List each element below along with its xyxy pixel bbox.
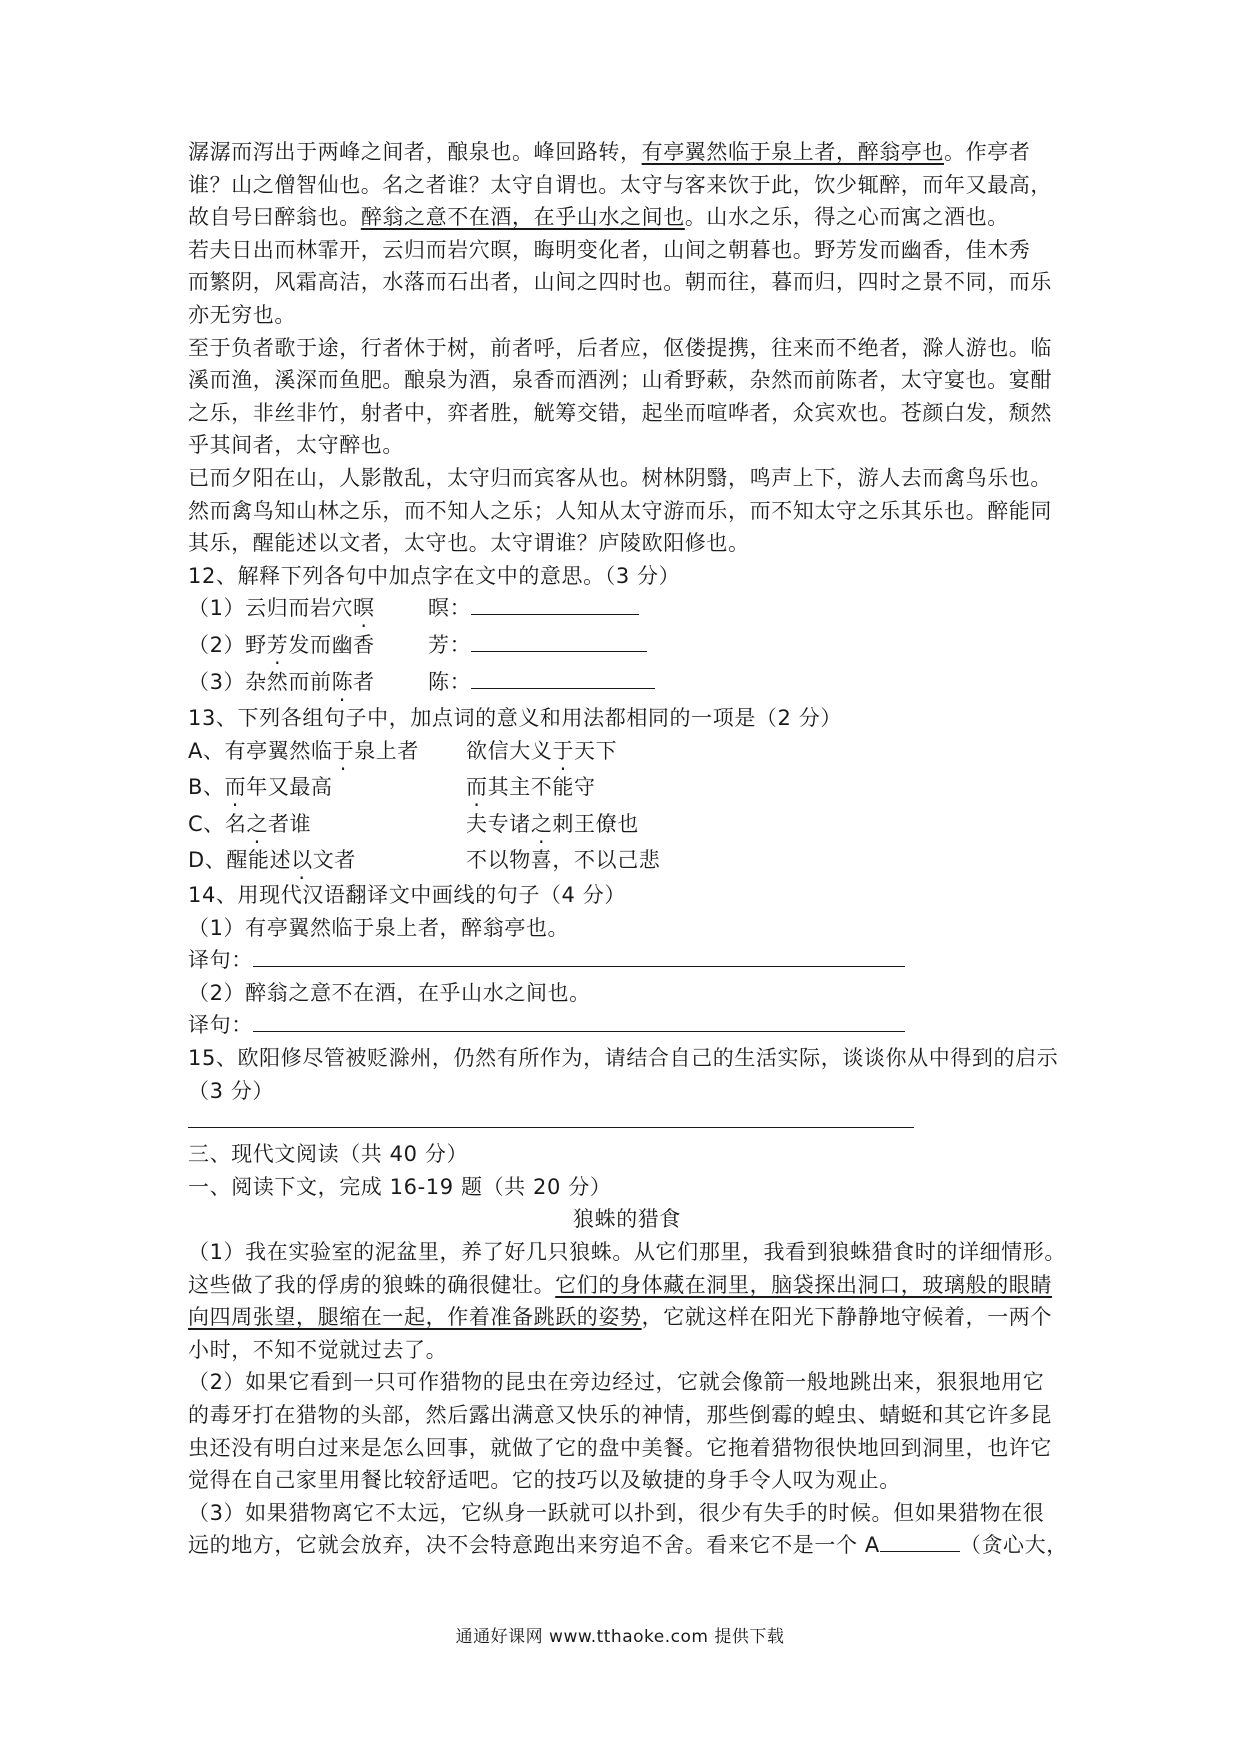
dotted-char: 之 (246, 811, 269, 836)
question-12-item: （2）野芳发而幽香 芳： (188, 629, 1066, 662)
question-13-stem: 13、下列各组句子中，加点词的意义和用法都相同的一项是（2 分） (188, 706, 842, 731)
passage-line: 溪而渔，溪深而鱼肥。酿泉为酒，泉香而酒洌；山肴野蔌，杂然而前陈者，太守宴也。宴酣 (188, 368, 1052, 393)
question-14-sentence-1: （1）有亭翼然临于泉上者，醉翁亭也。 (188, 915, 570, 940)
question-13-option[interactable]: B、而年又最高 而其主不能守 (188, 775, 596, 800)
page-footer: 通通好课网 www.tthaoke.com 提供下载 (455, 1627, 785, 1647)
translation-row: 译句： (188, 1009, 1066, 1042)
passage-line: 亦无穷也。 (188, 302, 296, 327)
passage-line: 故自号曰醉翁也。醉翁之意不在酒，在乎山水之间也。山水之乐，得之心而寓之酒也。 (188, 205, 1009, 230)
translation-row: 译句： (188, 944, 1066, 977)
article-line: 觉得在自己家里用餐比较舒适吧。它的技巧以及敏捷的身手令人叹为观止。 (188, 1468, 901, 1493)
passage-line: 谁？山之僧智仙也。名之者谁？太守自谓也。太守与客来饮于此，饮少辄醉，而年又最高， (188, 172, 1052, 197)
passage-line: 潺潺而泻出于两峰之间者，酿泉也。峰回路转，有亭翼然临于泉上者，醉翁亭也。作亭者 (188, 140, 1031, 164)
underlined-sentence: 向四周张望，腿缩在一起，作着准备跳跃的姿势 (188, 1305, 642, 1330)
passage-line: 而繁阴，风霜高洁，水落而石出者，山间之四时也。朝而往，暮而归，四时之景不同，而乐 (188, 270, 1052, 295)
article-line: （1）我在实验室的泥盆里，养了好几只狼蛛。从它们那里，我看到狼蛛猎食时的详细情形。 (188, 1240, 1066, 1264)
article-line: 虫还没有明白过来是怎么回事，就做了它的盘中美餐。它拖着猎物很快地回到洞里，也许它 (188, 1435, 1052, 1460)
translation-blank[interactable] (253, 944, 905, 967)
question-14-stem: 14、用现代汉语翻译文中画线的句子（4 分） (188, 883, 626, 908)
answer-blank[interactable] (471, 629, 647, 652)
question-13-option[interactable]: D、醒能述以文者 不以物喜，不以己悲 (188, 848, 661, 873)
question-15-score: （3 分） (188, 1078, 275, 1103)
question-14-sentence-2: （2）醉翁之意不在酒，在乎山水之间也。 (188, 980, 591, 1005)
answer-line[interactable] (188, 1107, 914, 1128)
answer-blank[interactable] (471, 666, 655, 689)
exam-page (188, 136, 1066, 1562)
dotted-char: 而 (224, 775, 247, 800)
question-15-stem: 15、欧阳修尽管被贬滁州，仍然有所作为，请结合自己的生活实际，谈谈你从中得到的启示 (188, 1046, 1059, 1071)
article-line: （3）如果猎物离它不太远，它纵身一跃就可以扑到，很少有失手的时候。但如果猎物在很 (188, 1500, 1045, 1525)
dotted-char: 陈 (331, 669, 354, 694)
dotted-char: 于 (552, 738, 575, 763)
dotted-char: 而 (466, 775, 488, 800)
article-line: 小时，不知不觉就过去了。 (188, 1337, 448, 1362)
article-title: 狼蛛的猎食 (573, 1207, 681, 1232)
article-line: 这些做了我的俘虏的狼蛛的确很健壮。它们的身体藏在洞里，脑袋探出洞口，玻璃般的眼睛 (188, 1272, 1053, 1297)
dotted-char: 于 (332, 738, 355, 763)
article-line: 向四周张望，腿缩在一起，作着准备跳跃的姿势，它就这样在阳光下静静地守候着，一两个 (188, 1305, 1053, 1330)
question-12-item: （1）云归而岩穴暝 暝： (188, 592, 1066, 625)
answer-blank[interactable] (471, 592, 639, 615)
section-subheading: 一、阅读下文，完成 16-19 题（共 20 分） (188, 1174, 612, 1199)
passage-line: 若夫日出而林霏开，云归而岩穴暝，晦明变化者，山间之朝暮也。野芳发而幽香，佳木秀 (188, 237, 1031, 262)
underlined-sentence: 它们的身体藏在洞里，脑袋探出洞口，玻璃般的眼睛 (555, 1272, 1053, 1297)
article-line: 的毒牙打在猎物的头部，然后露出满意又快乐的神情，那些倒霉的蝗虫、蜻蜓和其它许多昆 (188, 1402, 1052, 1427)
passage-line: 然而禽鸟知山林之乐，而不知人之乐；人知从太守游而乐，而不知太守之乐其乐也。醉能同 (188, 498, 1052, 523)
fill-blank-a[interactable] (880, 1529, 960, 1552)
dotted-char: 之 (530, 811, 553, 836)
translation-blank[interactable] (253, 1009, 905, 1032)
passage-line: 至于负者歌于途，行者休于树，前者呼，后者应，伛偻提携，往来而不绝者，滁人游也。临 (188, 335, 1052, 360)
article-line: 远的地方，它就会放弃，决不会特意跑出来穷追不舍。看来它不是一个 A （贪心大， (188, 1529, 1066, 1562)
section-heading: 三、现代文阅读（共 40 分） (188, 1142, 469, 1167)
question-13-option[interactable]: A、有亭翼然临于泉上者 欲信大义于天下 (188, 738, 618, 763)
dotted-char: 芳 (266, 632, 289, 657)
question-12-item: （3）杂然而前陈者 陈： (188, 666, 1066, 699)
article-line: （2）如果它看到一只可作猎物的昆虫在旁边经过，它就会像箭一般地跳出来，狠狠地用它 (188, 1370, 1045, 1395)
passage-line: 其乐，醒能述以文者，太守也。太守谓谁？庐陵欧阳修也。 (188, 531, 750, 556)
passage-line: 之乐，非丝非竹，射者中，弈者胜，觥筹交错，起坐而喧哗者，众宾欢也。苍颜白发，颓然 (188, 400, 1052, 425)
underlined-sentence: 有亭翼然临于泉上者，醉翁亭也 (641, 140, 945, 164)
passage-line: 已而夕阳在山，人影散乱，太守归而宾客从也。树林阴翳，鸣声上下，游人去而禽鸟乐也。 (188, 465, 1052, 490)
question-13-option[interactable]: C、名之者谁 夫专诸之刺王僚也 (188, 811, 639, 836)
underlined-sentence: 醉翁之意不在酒，在乎山水之间也 (360, 205, 685, 230)
dotted-char: 暝 (353, 596, 375, 621)
passage-line: 乎其间者，太守醉也。 (188, 433, 404, 458)
dotted-char: 以 (291, 848, 313, 873)
question-12-stem: 12、解释下列各句中加点字在文中的意思。（3 分） (188, 563, 681, 588)
